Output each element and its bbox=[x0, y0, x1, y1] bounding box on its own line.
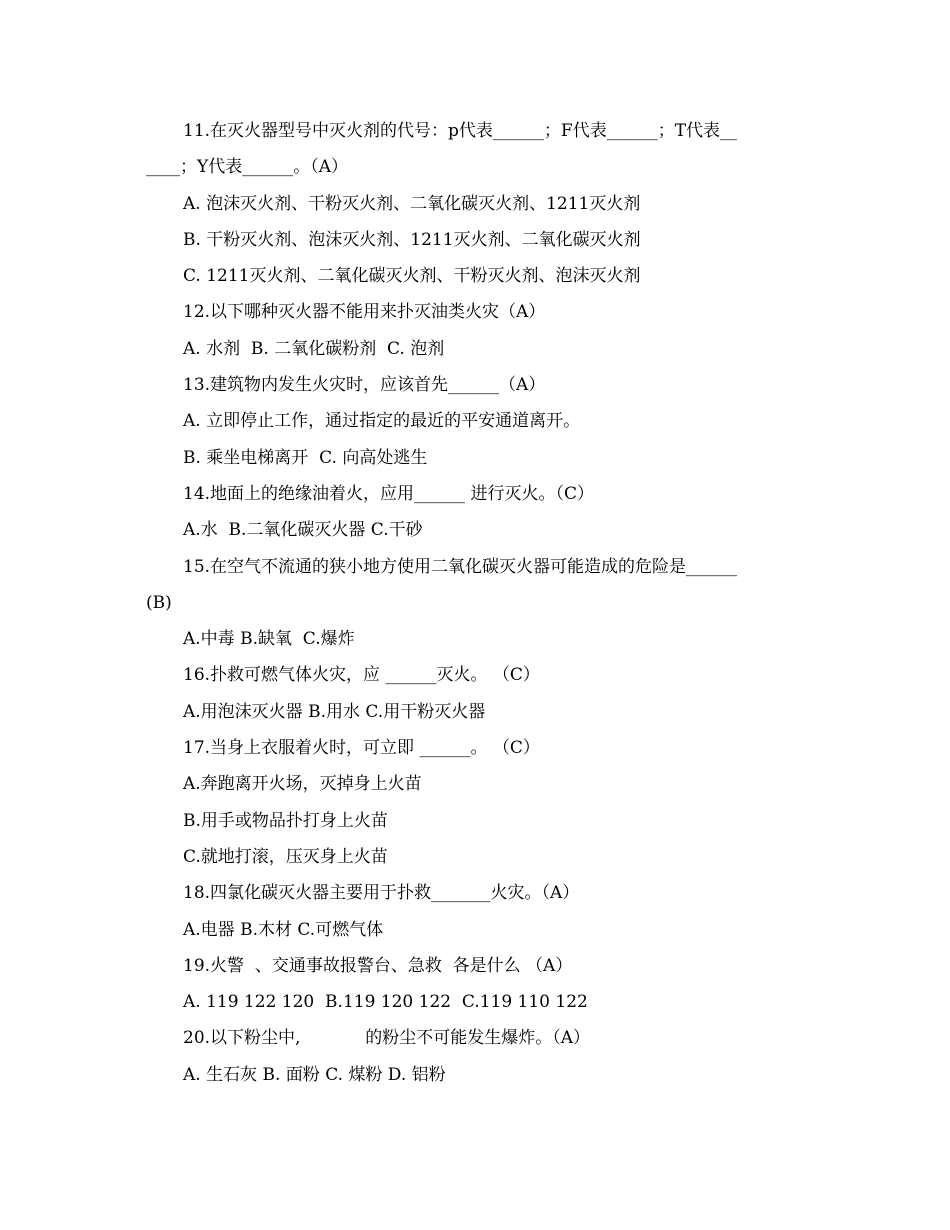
question-17-option-a: A.奔跑离开火场，灭掉身上火苗 bbox=[183, 774, 422, 795]
question-11-option-c: C. 1211灭火剂、二氧化碳灭火剂、干粉灭火剂、泡沫灭火剂 bbox=[183, 266, 641, 287]
question-16-options: A.用泡沫灭火器 B.用水 C.用干粉灭火器 bbox=[183, 701, 486, 722]
question-17-option-b: B.用手或物品扑打身上火苗 bbox=[183, 810, 388, 831]
question-14-options: A.水 B.二氧化碳灭火器 C.干砂 bbox=[183, 520, 423, 541]
question-11-stem-continued: ____；Y代表______。（A） bbox=[146, 157, 348, 178]
question-11-stem: 11.在灭火器型号中灭火剂的代号：p代表______；F代表______；T代表__ bbox=[183, 121, 738, 141]
question-15-stem: 15.在空气不流通的狭小地方使用二氧化碳灭火器可能造成的危险是______ bbox=[183, 556, 738, 577]
question-19-options: A. 119 122 120 B.119 120 122 C.119 110 122 bbox=[183, 992, 588, 1013]
question-16-stem: 16.扑救可燃气体火灾，应 ______灭火。 （C） bbox=[183, 665, 540, 686]
question-12-options: A. 水剂 B. 二氧化碳粉剂 C. 泡剂 bbox=[183, 338, 445, 359]
question-19-stem: 19.火警 、交通事故报警台、急救 各是什么 （A） bbox=[183, 955, 573, 976]
question-20-stem: 20.以下粉尘中, 的粉尘不可能发生爆炸。（A） bbox=[183, 1028, 591, 1049]
question-13-options-bc: B. 乘坐电梯离开 C. 向高处逃生 bbox=[183, 447, 428, 468]
question-13-option-a: A. 立即停止工作，通过指定的最近的平安通道离开。 bbox=[183, 411, 581, 432]
question-11-option-b: B. 干粉灭火剂、泡沫灭火剂、1211灭火剂、二氧化碳灭火剂 bbox=[183, 229, 641, 250]
question-15-answer: (B) bbox=[146, 592, 172, 613]
question-20-options: A. 生石灰 B. 面粉 C. 煤粉 D. 铝粉 bbox=[183, 1064, 446, 1085]
question-18-options: A.电器 B.木材 C.可燃气体 bbox=[183, 919, 384, 940]
question-11-option-a: A. 泡沫灭火剂、干粉灭火剂、二氧化碳灭火剂、1211灭火剂 bbox=[183, 193, 641, 214]
question-17-stem: 17.当身上衣服着火时，可立即 ______。 （C） bbox=[183, 738, 540, 759]
question-14-stem: 14.地面上的绝缘油着火，应用______ 进行灭火。（C） bbox=[183, 483, 594, 504]
question-list bbox=[146, 113, 796, 1093]
question-13-stem: 13.建筑物内发生火灾时，应该首先______（A） bbox=[183, 375, 546, 396]
question-18-stem: 18.四氯化碳灭火器主要用于扑救_______火灾。（A） bbox=[183, 883, 580, 904]
question-12-stem: 12.以下哪种灭火器不能用来扑灭油类火灾（A） bbox=[183, 302, 546, 323]
question-17-option-c: C.就地打滚，压灭身上火苗 bbox=[183, 846, 388, 867]
question-15-options: A.中毒 B.缺氧 C.爆炸 bbox=[183, 629, 355, 650]
